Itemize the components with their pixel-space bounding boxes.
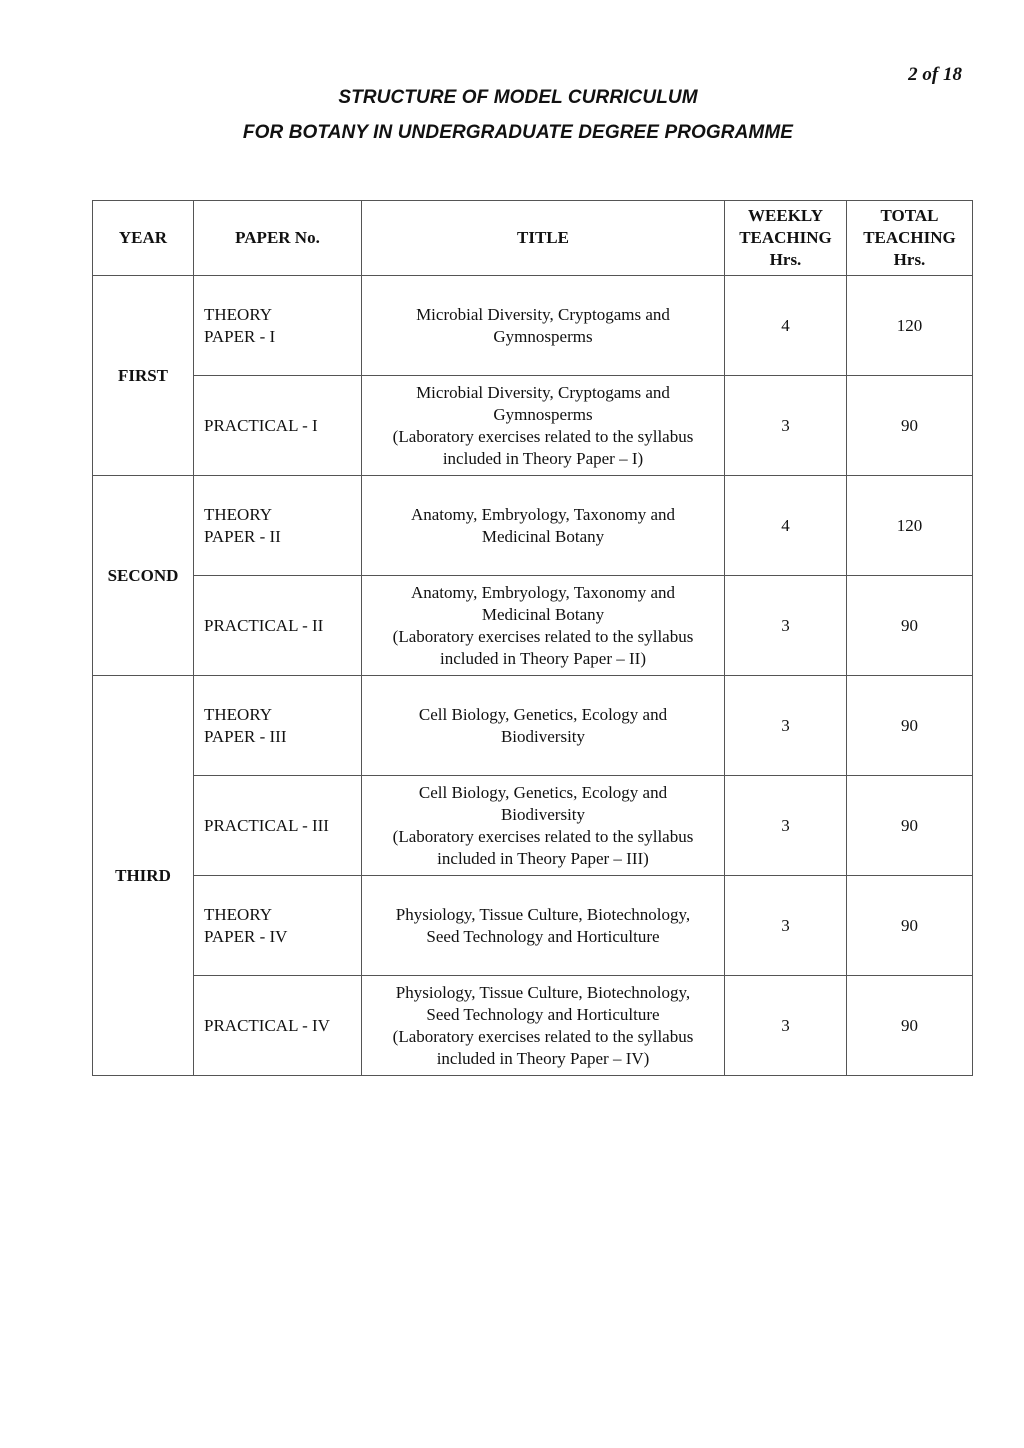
weekly-hours-cell: 3 <box>725 876 847 976</box>
title-cell <box>362 776 725 876</box>
weekly-hours-cell: 3 <box>725 676 847 776</box>
title-line: Seed Technology and Horticulture <box>426 1004 660 1024</box>
header-total-line: TOTAL <box>880 206 939 225</box>
title-line: Gymnosperms <box>493 404 593 424</box>
header-weekly-line: WEEKLY <box>748 206 823 225</box>
title-line: (Laboratory exercises related to the syllabus <box>392 826 694 846</box>
title-line: Gymnosperms <box>493 326 593 346</box>
weekly-hours-cell: 4 <box>725 476 847 576</box>
title-cell <box>362 976 725 1076</box>
header-weekly-line: TEACHING <box>739 228 832 247</box>
title-line: (Laboratory exercises related to the syllabus <box>392 1026 694 1046</box>
title-line: Physiology, Tissue Culture, Biotechnology, <box>395 982 691 1002</box>
paper-line: PRACTICAL - I <box>204 415 318 435</box>
title-line: Medicinal Botany <box>481 604 605 624</box>
page-number: 2 of 18 <box>908 64 962 85</box>
paper-cell <box>194 976 362 1076</box>
title-cell <box>362 576 725 676</box>
paper-line: THEORY <box>204 304 272 324</box>
total-hours-cell: 120 <box>847 276 973 376</box>
table-row <box>93 576 973 676</box>
paper-line: PAPER - III <box>204 726 287 746</box>
paper-line: THEORY <box>204 704 272 724</box>
paper-line: THEORY <box>204 504 272 524</box>
title-line: Microbial Diversity, Cryptogams and <box>416 304 670 324</box>
paper-line: PAPER - II <box>204 526 281 546</box>
title-line: (Laboratory exercises related to the syllabus <box>392 626 694 646</box>
total-hours-cell: 90 <box>847 976 973 1076</box>
table-row <box>93 376 973 476</box>
document-title: STRUCTURE OF MODEL CURRICULUM <box>338 87 698 108</box>
title-line: (Laboratory exercises related to the syllabus <box>392 426 694 446</box>
paper-line: PAPER - IV <box>204 926 288 946</box>
year-cell-second: SECOND <box>93 476 194 676</box>
table-row <box>93 776 973 876</box>
header-weekly-line: Hrs. <box>769 250 802 269</box>
title-line: Biodiversity <box>500 726 586 746</box>
paper-line: PRACTICAL - III <box>204 815 329 835</box>
document-subtitle: FOR BOTANY IN UNDERGRADUATE DEGREE PROGRAMME <box>242 122 794 143</box>
paper-line: THEORY <box>204 904 272 924</box>
header-title: TITLE <box>362 201 725 276</box>
year-cell-first: FIRST <box>93 276 194 476</box>
header-total-line: TEACHING <box>863 228 956 247</box>
weekly-hours-cell: 3 <box>725 376 847 476</box>
header-paper-no: PAPER No. <box>194 201 362 276</box>
title-line: included in Theory Paper – I) <box>442 448 644 468</box>
title-cell <box>362 876 725 976</box>
header-total-hours <box>847 201 973 276</box>
total-hours-cell: 120 <box>847 476 973 576</box>
title-line: Physiology, Tissue Culture, Biotechnology, <box>395 904 691 924</box>
table-header-row <box>93 201 973 276</box>
paper-line: PRACTICAL - II <box>204 615 324 635</box>
paper-cell <box>194 476 362 576</box>
paper-line: PAPER - I <box>204 326 276 346</box>
title-line: Anatomy, Embryology, Taxonomy and <box>410 504 675 524</box>
header-weekly-hours <box>725 201 847 276</box>
title-line: Microbial Diversity, Cryptogams and <box>416 382 670 402</box>
title-cell <box>362 376 725 476</box>
title-line: Medicinal Botany <box>481 526 605 546</box>
weekly-hours-cell: 3 <box>725 976 847 1076</box>
header-total-line: Hrs. <box>893 250 926 269</box>
paper-line: PRACTICAL - IV <box>204 1015 330 1035</box>
table-row <box>93 676 973 776</box>
total-hours-cell: 90 <box>847 676 973 776</box>
paper-cell <box>194 676 362 776</box>
paper-cell <box>194 376 362 476</box>
total-hours-cell: 90 <box>847 876 973 976</box>
title-cell <box>362 276 725 376</box>
curriculum-table <box>92 200 973 1076</box>
title-line: Cell Biology, Genetics, Ecology and <box>418 782 668 802</box>
table-row <box>93 276 973 376</box>
title-line: Seed Technology and Horticulture <box>426 926 660 946</box>
weekly-hours-cell: 3 <box>725 776 847 876</box>
total-hours-cell: 90 <box>847 776 973 876</box>
header-year: YEAR <box>93 201 194 276</box>
year-cell-third: THIRD <box>93 676 194 1076</box>
title-line: Biodiversity <box>500 804 586 824</box>
weekly-hours-cell: 3 <box>725 576 847 676</box>
total-hours-cell: 90 <box>847 576 973 676</box>
weekly-hours-cell: 4 <box>725 276 847 376</box>
title-line: included in Theory Paper – II) <box>440 648 646 668</box>
title-line: Cell Biology, Genetics, Ecology and <box>418 704 668 724</box>
paper-cell <box>194 276 362 376</box>
title-line: Anatomy, Embryology, Taxonomy and <box>410 582 675 602</box>
title-cell <box>362 676 725 776</box>
paper-cell <box>194 576 362 676</box>
table-row <box>93 976 973 1076</box>
title-line: included in Theory Paper – IV) <box>436 1048 650 1068</box>
table-row <box>93 476 973 576</box>
paper-cell <box>194 876 362 976</box>
paper-cell <box>194 776 362 876</box>
table-row <box>93 876 973 976</box>
title-line: included in Theory Paper – III) <box>437 848 649 868</box>
total-hours-cell: 90 <box>847 376 973 476</box>
title-cell <box>362 476 725 576</box>
